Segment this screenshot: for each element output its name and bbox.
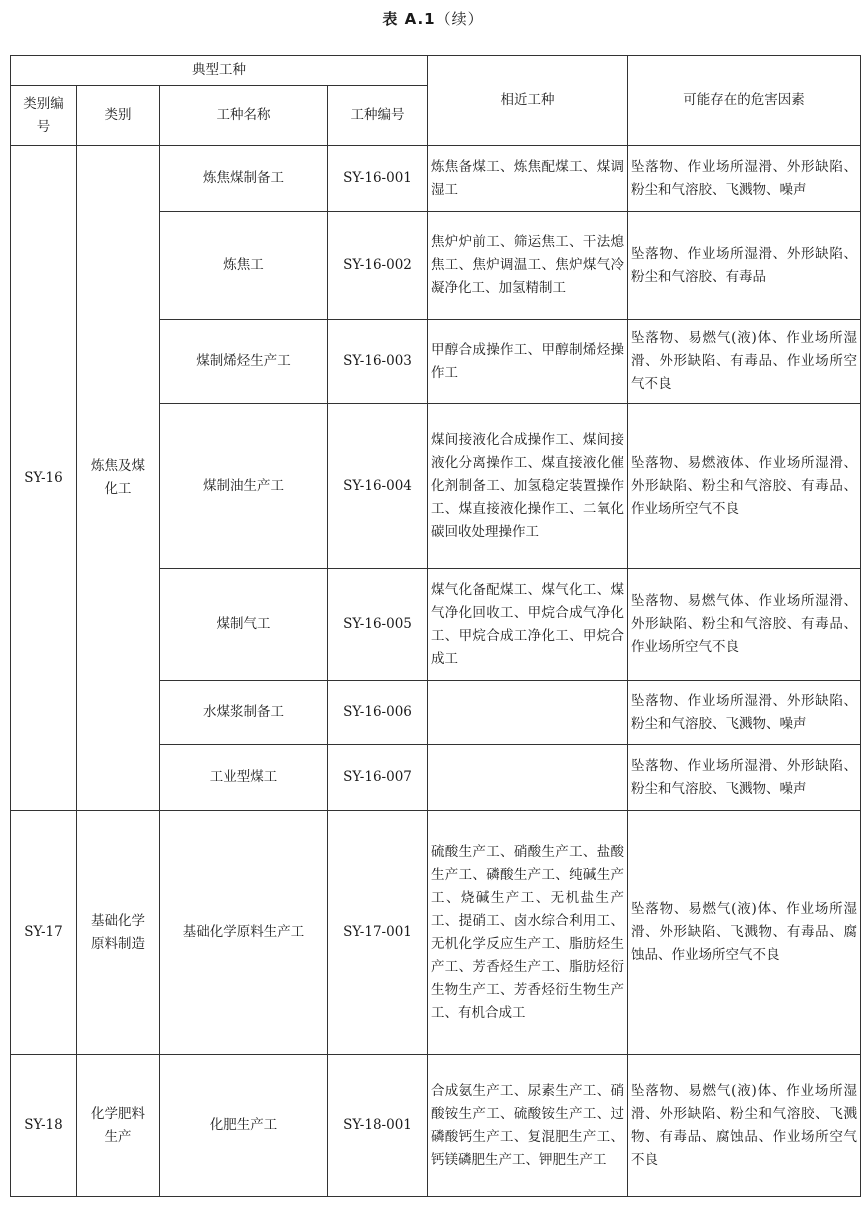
- hazard-cell: 坠落物、作业场所湿滑、外形缺陷、粉尘和气溶胶、飞溅物、噪声: [628, 745, 861, 811]
- job-name-cell: 化肥生产工: [160, 1055, 328, 1197]
- job-code-cell: SY-16-001: [328, 146, 428, 212]
- similar-job-cell: [428, 745, 628, 811]
- table-row: [11, 1055, 861, 1197]
- header-similar-job: 相近工种: [428, 56, 628, 146]
- category-code-cell: SY-18: [11, 1055, 77, 1197]
- job-code-cell: SY-16-004: [328, 404, 428, 569]
- similar-job-cell: [428, 681, 628, 745]
- table-caption-number: 表 A.1: [382, 10, 436, 28]
- job-code-cell: SY-16-003: [328, 320, 428, 404]
- hazard-cell: 坠落物、易燃气(液)体、作业场所湿滑、外形缺陷、有毒品、作业场所空气不良: [628, 320, 861, 404]
- job-code-cell: SY-16-007: [328, 745, 428, 811]
- table-caption-suffix: （续）: [435, 10, 484, 28]
- job-name-cell: 基础化学原料生产工: [160, 811, 328, 1055]
- job-name-cell: 煤制气工: [160, 569, 328, 681]
- job-code-cell: SY-18-001: [328, 1055, 428, 1197]
- similar-job-cell: 焦炉炉前工、筛运焦工、干法熄焦工、焦炉调温工、焦炉煤气冷凝净化工、加氢精制工: [428, 212, 628, 320]
- job-code-cell: SY-16-002: [328, 212, 428, 320]
- job-code-cell: SY-17-001: [328, 811, 428, 1055]
- hazard-cell: 坠落物、作业场所湿滑、外形缺陷、粉尘和气溶胶、有毒品: [628, 212, 861, 320]
- category-cell: 基础化学原料制造: [77, 811, 160, 1055]
- job-code-cell: SY-16-006: [328, 681, 428, 745]
- hazard-cell: 坠落物、易燃气(液)体、作业场所湿滑、外形缺陷、飞溅物、有毒品、腐蚀品、作业场所空气不良: [628, 811, 861, 1055]
- header-job-name: 工种名称: [160, 86, 328, 146]
- similar-job-cell: 炼焦备煤工、炼焦配煤工、煤调湿工: [428, 146, 628, 212]
- table-caption: [0, 8, 866, 29]
- job-code-cell: SY-16-005: [328, 569, 428, 681]
- header-category: 类别: [77, 86, 160, 146]
- hazard-cell: 坠落物、易燃气(液)体、作业场所湿滑、外形缺陷、粉尘和气溶胶、飞溅物、有毒品、腐蚀品、作业场所空气不良: [628, 1055, 861, 1197]
- hazard-cell: 坠落物、易燃气体、作业场所湿滑、外形缺陷、粉尘和气溶胶、有毒品、作业场所空气不良: [628, 569, 861, 681]
- job-name-cell: 工业型煤工: [160, 745, 328, 811]
- similar-job-cell: 煤间接液化合成操作工、煤间接液化分离操作工、煤直接液化催化剂制备工、加氢稳定装置操作工、煤直接液化操作工、二氧化碳回收处理操作工: [428, 404, 628, 569]
- hazard-cell: 坠落物、作业场所湿滑、外形缺陷、粉尘和气溶胶、飞溅物、噪声: [628, 681, 861, 745]
- job-name-cell: 煤制油生产工: [160, 404, 328, 569]
- similar-job-cell: 甲醇合成操作工、甲醇制烯烃操作工: [428, 320, 628, 404]
- category-cell: 化学肥料生产: [77, 1055, 160, 1197]
- job-name-cell: 炼焦煤制备工: [160, 146, 328, 212]
- job-name-cell: 煤制烯烃生产工: [160, 320, 328, 404]
- similar-job-cell: 煤气化备配煤工、煤气化工、煤气净化回收工、甲烷合成气净化工、甲烷合成工净化工、甲烷合成工: [428, 569, 628, 681]
- category-code-cell: SY-16: [11, 146, 77, 811]
- header-row-1: [11, 56, 861, 86]
- header-hazards: 可能存在的危害因素: [628, 56, 861, 146]
- category-cell: 炼焦及煤化工: [77, 146, 160, 811]
- header-job-code: 工种编号: [328, 86, 428, 146]
- job-name-cell: 炼焦工: [160, 212, 328, 320]
- header-category-code: 类别编号: [11, 86, 77, 146]
- table-row: [11, 146, 861, 212]
- table-row: [11, 811, 861, 1055]
- hazard-table: [10, 55, 861, 1197]
- header-typical-job: 典型工种: [11, 56, 428, 86]
- hazard-cell: 坠落物、易燃液体、作业场所湿滑、外形缺陷、粉尘和气溶胶、有毒品、作业场所空气不良: [628, 404, 861, 569]
- category-code-cell: SY-17: [11, 811, 77, 1055]
- similar-job-cell: 硫酸生产工、硝酸生产工、盐酸生产工、磷酸生产工、纯碱生产工、烧碱生产工、无机盐生产工、提硝工、卤水综合利用工、无机化学反应生产工、脂肪烃生产工、芳香烃生产工、脂肪烃衍生物生产工、芳香烃衍生物生产工、有机合成工: [428, 811, 628, 1055]
- hazard-cell: 坠落物、作业场所湿滑、外形缺陷、粉尘和气溶胶、飞溅物、噪声: [628, 146, 861, 212]
- similar-job-cell: 合成氨生产工、尿素生产工、硝酸铵生产工、硫酸铵生产工、过磷酸钙生产工、复混肥生产工、钙镁磷肥生产工、钾肥生产工: [428, 1055, 628, 1197]
- job-name-cell: 水煤浆制备工: [160, 681, 328, 745]
